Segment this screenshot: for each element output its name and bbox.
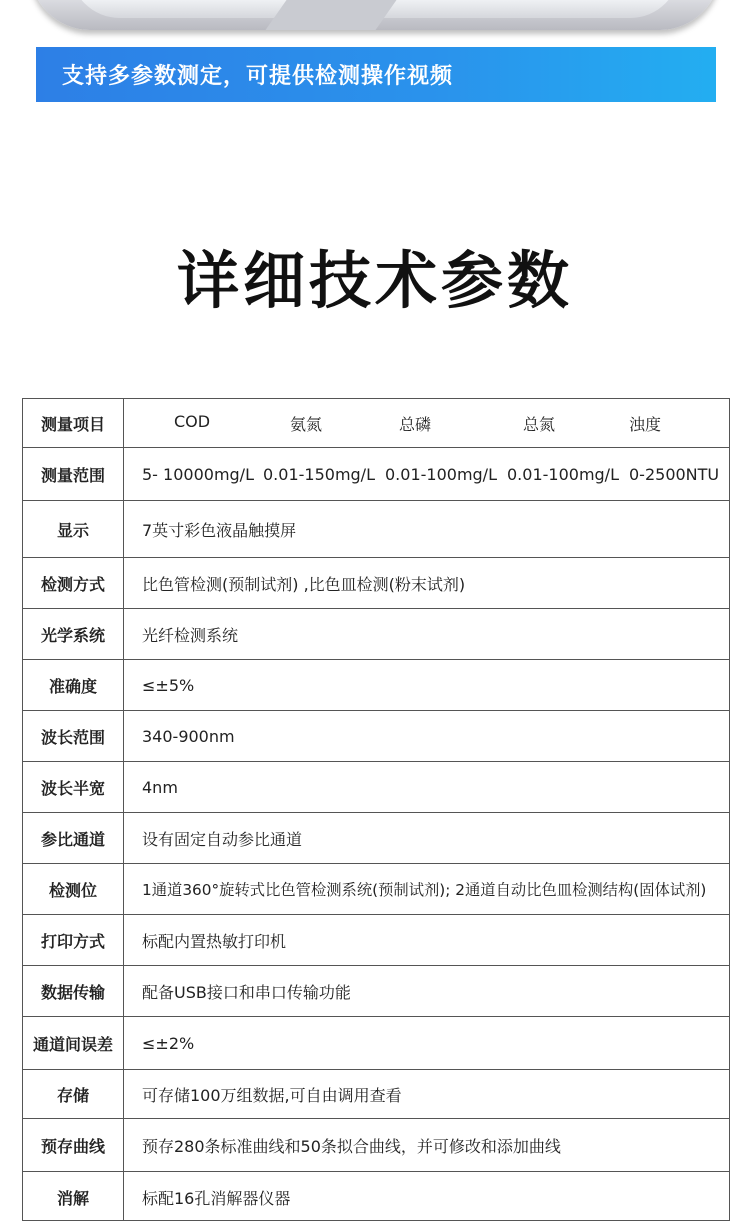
row-value: 4nm [124, 762, 730, 813]
table-row [23, 399, 730, 448]
table-row [23, 501, 730, 558]
row-value: ≤±5% [124, 660, 730, 711]
row-value: 标配内置热敏打印机 [124, 915, 730, 966]
row-label: 检测位 [23, 864, 124, 915]
row-label: 显示 [23, 501, 124, 558]
row-label: 存储 [23, 1070, 124, 1119]
row-label: 参比通道 [23, 813, 124, 864]
param-ammonia: 氨氮 [289, 414, 322, 434]
row-label: 波长范围 [23, 711, 124, 762]
row-value: 标配16孔消解器仪器 [124, 1172, 730, 1221]
row-value: 7英寸彩色液晶触摸屏 [124, 501, 730, 558]
table-row [23, 558, 730, 609]
row-value: 可存储100万组数据,可自由调用查看 [124, 1070, 730, 1119]
row-label: 波长半宽 [23, 762, 124, 813]
range-turbidity: 0-2500NTU [629, 464, 720, 484]
param-total-phosphorus: 总磷 [398, 414, 431, 434]
table-row [23, 813, 730, 864]
table-row [23, 966, 730, 1017]
row-value [124, 399, 730, 448]
row-label: 测量项目 [23, 399, 124, 448]
row-value: 设有固定自动参比通道 [124, 813, 730, 864]
spec-table [22, 398, 730, 1221]
row-value: 预存280条标准曲线和50条拟合曲线，并可修改和添加曲线 [124, 1119, 730, 1172]
row-label: 预存曲线 [23, 1119, 124, 1172]
range-ammonia: 0.01-150mg/L [263, 464, 375, 484]
table-row [23, 711, 730, 762]
table-row [23, 1017, 730, 1070]
row-value: ≤±2% [124, 1017, 730, 1070]
row-label: 光学系统 [23, 609, 124, 660]
table-row [23, 448, 730, 501]
row-label: 打印方式 [23, 915, 124, 966]
row-label: 数据传输 [23, 966, 124, 1017]
row-value: 光纤检测系统 [124, 609, 730, 660]
range-cod: 5- 10000mg/L [142, 464, 254, 484]
row-label: 准确度 [23, 660, 124, 711]
row-label: 测量范围 [23, 448, 124, 501]
row-value [124, 448, 730, 501]
row-value: 配备USB接口和串口传输功能 [124, 966, 730, 1017]
product-image-bottom [30, 0, 720, 30]
table-row [23, 915, 730, 966]
range-total-nitrogen: 0.01-100mg/L [507, 464, 619, 484]
table-row [23, 1070, 730, 1119]
table-row [23, 660, 730, 711]
banner-text: 支持多参数测定，可提供检测操作视频 [62, 64, 454, 89]
table-row [23, 609, 730, 660]
row-label: 检测方式 [23, 558, 124, 609]
param-turbidity: 浊度 [628, 414, 661, 434]
range-total-phosphorus: 0.01-100mg/L [385, 464, 497, 484]
row-label: 通道间误差 [23, 1017, 124, 1070]
row-value: 340-900nm [124, 711, 730, 762]
section-title: 详细技术参数 [176, 244, 573, 317]
row-value: 比色管检测(预制试剂) ,比色皿检测(粉末试剂) [124, 558, 730, 609]
row-value: 1通道360°旋转式比色管检测系统(预制试剂); 2通道自动比色皿检测结构(固体试剂) [124, 864, 730, 915]
feature-banner [36, 47, 716, 102]
table-row [23, 1119, 730, 1172]
param-total-nitrogen: 总氮 [522, 414, 555, 434]
table-row [23, 864, 730, 915]
table-row [23, 1172, 730, 1221]
param-cod: COD [173, 411, 211, 431]
row-label: 消解 [23, 1172, 124, 1221]
table-row [23, 762, 730, 813]
